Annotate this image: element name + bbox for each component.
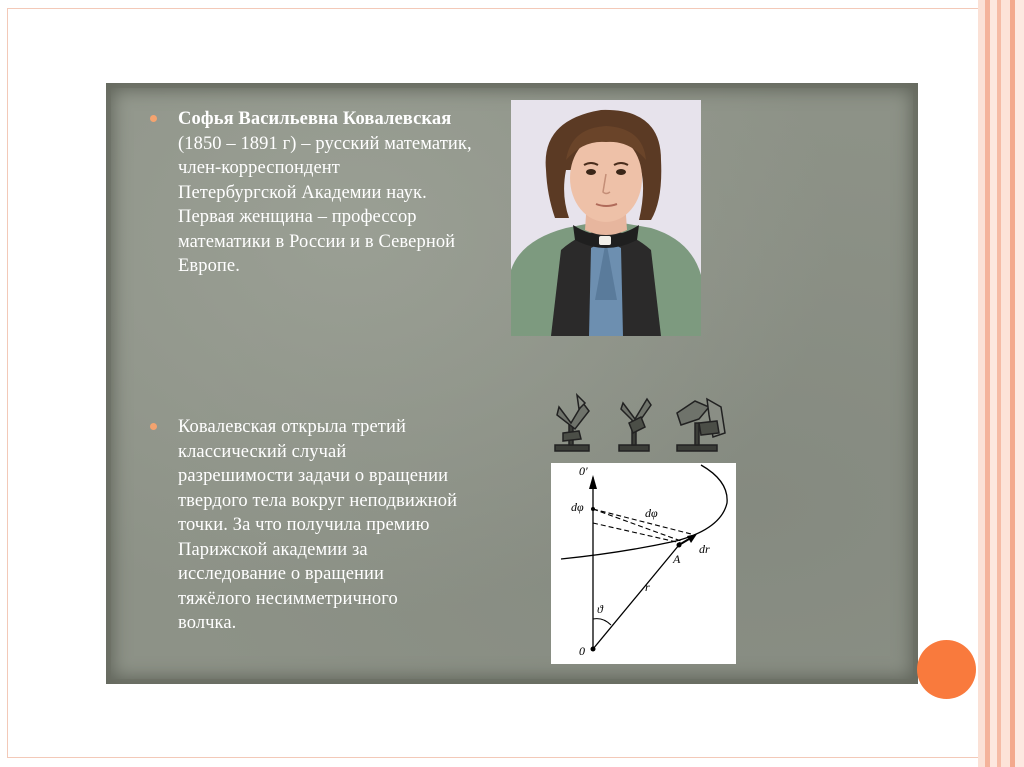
text-line: член-корреспондент [178,158,340,178]
text-line: твердого тела вокруг неподвижной [178,490,458,511]
portrait-image [511,100,701,336]
text-line: Первая женщина – профессор [178,207,417,227]
bullet-biography-text [178,107,472,279]
text-line: Европе. [178,256,240,276]
bullet-icon [150,115,157,122]
spinning-tops-illustration [549,393,739,455]
label-point-a: A [673,552,681,566]
label-origin: 0 [579,644,585,658]
decor-stripe [978,0,985,767]
text-line: математики в России и в Северной [178,231,456,252]
decor-stripe [1001,0,1010,767]
text-line: (1850 – 1891 г) – русский математик, [178,133,472,154]
text-line: точки. За что получила премию [178,515,430,535]
label-dr: dr [699,542,710,556]
text-line: разрешимости задачи о вращении [178,466,449,486]
text-line: классический случай [178,441,347,462]
top-model-2-icon [619,399,651,451]
top-model-1-icon [555,395,589,451]
bullet-discovery [150,415,457,636]
accent-circle [917,640,976,699]
label-axis-top: 0′ [579,464,588,478]
label-r: r [645,580,650,594]
decor-stripe [990,0,997,767]
label-dphi-right: dφ [645,506,658,520]
text-line: волчка. [178,613,237,633]
label-theta: ϑ [597,602,603,616]
top-model-3-icon [677,399,725,451]
label-dphi-left: dφ [571,500,584,514]
rotation-diagram [551,463,736,664]
text-line: Парижской академии за [178,539,368,560]
bullet-icon [150,423,157,430]
text-line: Петербургской Академии наук. [178,182,427,203]
text-line: исследование о вращении [178,564,385,584]
decor-stripe [1015,0,1024,767]
person-name: Софья Васильевна Ковалевская [178,109,452,129]
bullet-biography [150,107,472,279]
text-line: тяжёлого несимметричного [178,588,398,609]
text-line: Ковалевская открыла третий [178,417,406,437]
bullet-discovery-text [178,415,457,636]
